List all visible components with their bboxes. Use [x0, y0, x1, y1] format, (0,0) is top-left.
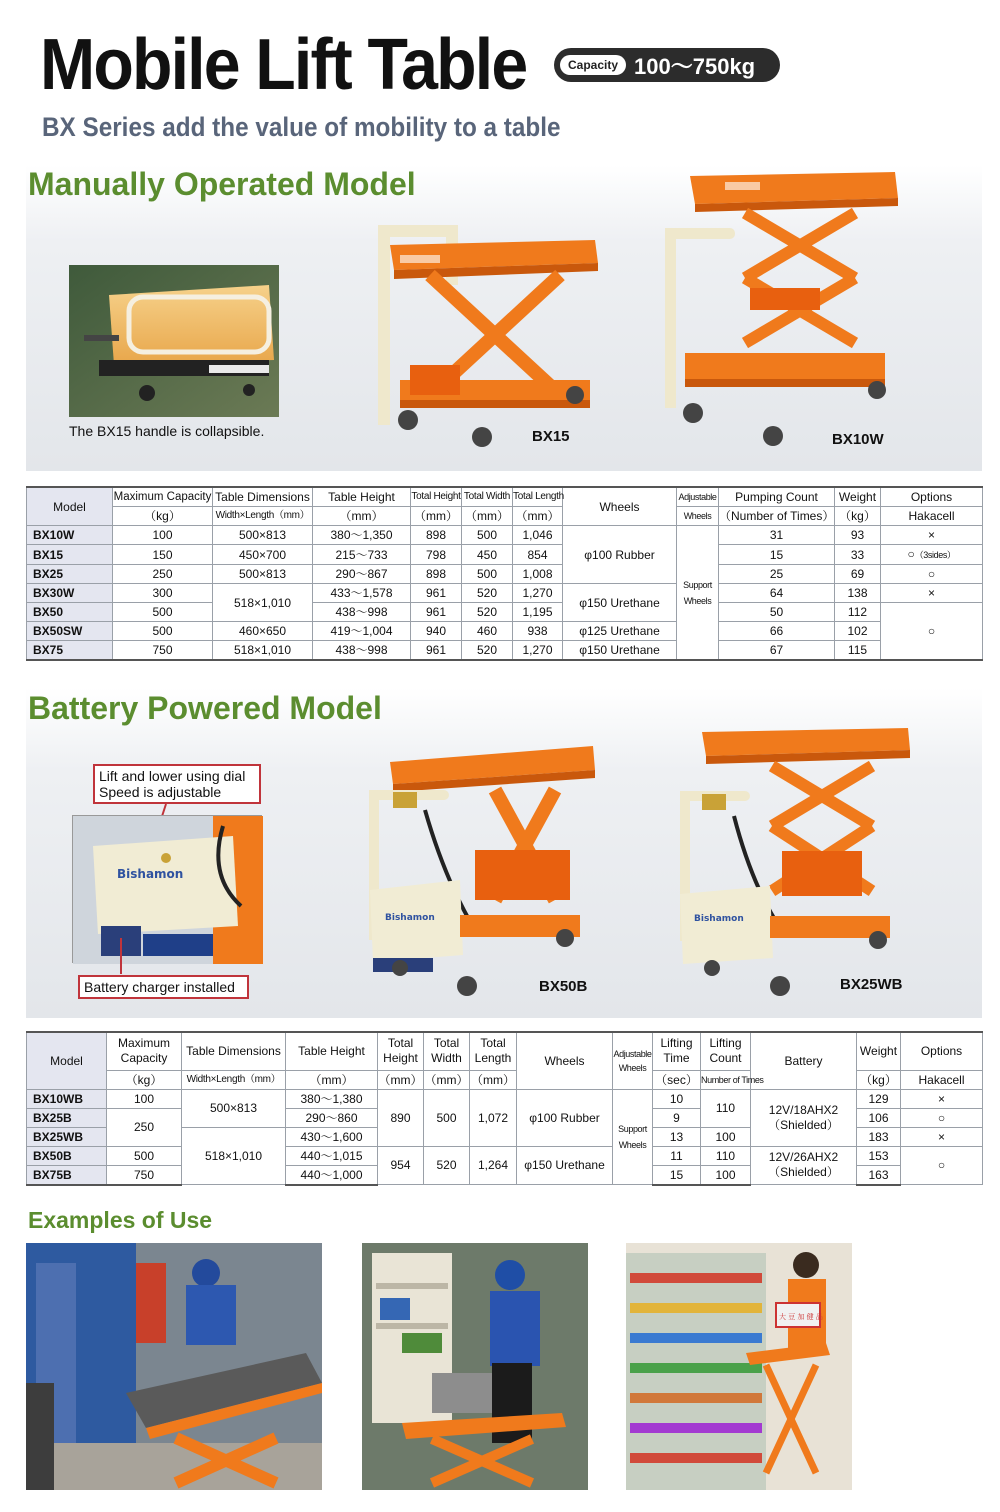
cell-lifting-count: 110 — [701, 1146, 751, 1165]
cell-dimensions-merged: 518×1,010 — [213, 584, 313, 622]
th-model: Model — [27, 487, 113, 526]
cell-capacity: 500 — [113, 622, 213, 641]
cell-weight: 138 — [835, 584, 881, 603]
cell-table-height: 290～867 — [313, 565, 411, 584]
bx10w-lift-graphic — [655, 168, 900, 456]
example-photo-supermarket — [626, 1243, 852, 1490]
th-wl-unit: Width×Length（mm） — [213, 507, 313, 526]
cell-weight: 163 — [857, 1165, 901, 1185]
cell-total-height: 940 — [411, 622, 462, 641]
th-height-unit: （mm） — [313, 507, 411, 526]
cell-total-width-top: 500 — [424, 1089, 470, 1146]
th-mm-unit-3: （mm） — [513, 507, 563, 526]
battery-spec-table — [26, 1031, 983, 1186]
cell-table-height: 438～998 — [313, 603, 411, 622]
table-row — [27, 565, 983, 584]
cell-dimensions: 450×700 — [213, 545, 313, 565]
cell-capacity: 500 — [107, 1146, 182, 1165]
cell-model: BX50SW — [27, 622, 113, 641]
th-total-length: Total Length — [470, 1032, 517, 1070]
dial-callout: Lift and lower using dial Speed is adjustable — [93, 764, 261, 804]
th-table-height: Table Height — [313, 487, 411, 507]
bx10w-model-tag: BX10W — [832, 431, 884, 448]
cell-weight: 153 — [857, 1146, 901, 1165]
bx25wb-model-tag: BX25WB — [840, 976, 903, 993]
table-row — [27, 622, 983, 641]
cell-total-length-bottom: 1,264 — [470, 1146, 517, 1185]
th-total-height: Total Height — [378, 1032, 424, 1070]
cell-lifting-time: 10 — [653, 1089, 701, 1108]
supermarket-scene-graphic — [626, 1243, 852, 1490]
cell-model: BX50B — [27, 1146, 107, 1165]
cell-lifting-count: 100 — [701, 1127, 751, 1146]
bx25wb-product-image — [672, 726, 912, 1002]
cell-capacity: 300 — [113, 584, 213, 603]
cell-model: BX30W — [27, 584, 113, 603]
cell-wheels-urethane: φ150 Urethane — [563, 584, 677, 622]
handle-caption: The BX15 handle is collapsible. — [69, 423, 265, 439]
example-photo-workshop — [362, 1243, 588, 1490]
cell-total-length: 1,270 — [513, 641, 563, 661]
brand-text: Bishamon — [117, 867, 184, 881]
bx15-lift-graphic — [370, 215, 600, 455]
manual-spec-table — [26, 486, 983, 661]
cell-capacity: 150 — [113, 545, 213, 565]
cell-capacity: 100 — [107, 1089, 182, 1108]
charger-callout: Battery charger installed — [78, 975, 249, 999]
cell-dimensions: 500×813 — [213, 526, 313, 545]
th-pumping-unit: （Number of Times） — [719, 507, 835, 526]
cell-dimensions-bottom: 518×1,010 — [182, 1127, 286, 1185]
th-kg-unit: （kg） — [107, 1070, 182, 1089]
th-weight: Weight — [857, 1032, 901, 1070]
bx50b-lift-graphic — [365, 740, 597, 1002]
cell-total-length: 1,270 — [513, 584, 563, 603]
cell-option: ○ — [901, 1108, 983, 1127]
th-table-dimensions: Table Dimensions — [182, 1032, 286, 1070]
th-battery: Battery — [751, 1032, 857, 1089]
cell-option: × — [881, 584, 983, 603]
cell-total-length: 1,195 — [513, 603, 563, 622]
cell-total-width: 520 — [462, 603, 513, 622]
cell-weight: 69 — [835, 565, 881, 584]
cell-weight: 129 — [857, 1089, 901, 1108]
cell-option — [881, 545, 983, 565]
page-subtitle: BX Series add the value of mobility to a table — [42, 112, 561, 142]
cell-capacity: 100 — [113, 526, 213, 545]
th-adjustable-wheels: Adjustable Wheels — [613, 1032, 653, 1089]
table-row — [27, 641, 983, 661]
cell-table-height: 290～860 — [286, 1108, 378, 1127]
cell-total-width: 520 — [462, 641, 513, 661]
cell-model: BX25B — [27, 1108, 107, 1127]
page-header — [0, 0, 1000, 160]
th-mm-unit-1: （mm） — [411, 507, 462, 526]
cell-option: × — [901, 1089, 983, 1108]
th-mm-unit-2: （mm） — [462, 507, 513, 526]
cell-table-height: 419～1,004 — [313, 622, 411, 641]
cell-option: ○ — [881, 565, 983, 584]
table-row — [27, 1089, 983, 1108]
cell-total-height: 961 — [411, 641, 462, 661]
cell-capacity: 750 — [107, 1165, 182, 1185]
cell-table-height: 430～1,600 — [286, 1127, 378, 1146]
bx50b-model-tag: BX50B — [539, 978, 588, 995]
option-mark: ○ — [907, 547, 915, 561]
cell-capacity: 250 — [113, 565, 213, 584]
capacity-badge — [554, 48, 780, 82]
cell-wheels: φ125 Urethane — [563, 622, 677, 641]
cell-model: BX75 — [27, 641, 113, 661]
brand-text: Bishamon — [694, 914, 744, 924]
cell-total-width: 500 — [462, 526, 513, 545]
cell-total-height: 798 — [411, 545, 462, 565]
th-weight: Weight — [835, 487, 881, 507]
capacity-range: 100～750kg — [634, 53, 756, 79]
examples-section-title: Examples of Use — [28, 1207, 213, 1233]
factory-scene-graphic — [26, 1243, 322, 1490]
cell-weight: 183 — [857, 1127, 901, 1146]
cell-model: BX25 — [27, 565, 113, 584]
th-options: Options — [881, 487, 983, 507]
cell-option: × — [901, 1127, 983, 1146]
cell-total-width-bottom: 520 — [424, 1146, 470, 1185]
capacity-label: Capacity — [560, 55, 626, 75]
cell-total-height-top: 890 — [378, 1089, 424, 1146]
cell-weight: 112 — [835, 603, 881, 622]
cell-pumping: 50 — [719, 603, 835, 622]
th-max-capacity: Maximum Capacity — [107, 1032, 182, 1070]
th-wheels: Wheels — [517, 1032, 613, 1089]
cell-lifting-time: 11 — [653, 1146, 701, 1165]
cell-total-width: 460 — [462, 622, 513, 641]
brand-text: Bishamon — [385, 913, 435, 923]
cell-battery-bottom: 12V/26AHX2（Shielded） — [751, 1146, 857, 1185]
cell-lifting-time: 13 — [653, 1127, 701, 1146]
th-max-capacity: Maximum Capacity — [113, 487, 213, 507]
cell-model: BX50 — [27, 603, 113, 622]
th-mm-unit-0: （mm） — [286, 1070, 378, 1089]
charger-callout-line — [120, 938, 122, 974]
cell-wheels-rubber: φ100 Rubber — [517, 1089, 613, 1146]
bx10w-product-image — [655, 168, 900, 456]
bx15-product-image — [370, 215, 600, 455]
cell-support-wheels: Support Wheels — [677, 526, 719, 661]
cell-table-height: 433～1,578 — [313, 584, 411, 603]
th-kg-unit: （kg） — [113, 507, 213, 526]
cell-option-merged: ○ — [881, 603, 983, 661]
cell-total-height: 898 — [411, 565, 462, 584]
cell-total-height: 898 — [411, 526, 462, 545]
cell-pumping: 31 — [719, 526, 835, 545]
th-pumping-count: Pumping Count — [719, 487, 835, 507]
cell-lifting-count: 100 — [701, 1165, 751, 1185]
cell-total-length: 1,008 — [513, 565, 563, 584]
cell-pumping: 25 — [719, 565, 835, 584]
bx15-handle-photo — [69, 265, 279, 417]
cell-battery-top: 12V/18AHX2（Shielded） — [751, 1089, 857, 1146]
option-note: （3sides） — [914, 550, 956, 560]
battery-closeup-photo — [72, 815, 262, 963]
th-lifting-time: Lifting Time — [653, 1032, 701, 1070]
cell-weight: 115 — [835, 641, 881, 661]
cell-lifting-count-top: 110 — [701, 1089, 751, 1127]
th-hakacell: Hakacell — [881, 507, 983, 526]
cell-table-height: 215～733 — [313, 545, 411, 565]
cell-capacity: 750 — [113, 641, 213, 661]
th-total-width: Total Width — [462, 487, 513, 507]
cell-total-width: 450 — [462, 545, 513, 565]
cell-dimensions-top: 500×813 — [182, 1089, 286, 1127]
cell-model: BX10W — [27, 526, 113, 545]
sign-text: 大 豆 加 健 品 — [779, 1313, 823, 1321]
cell-weight: 33 — [835, 545, 881, 565]
cell-weight: 106 — [857, 1108, 901, 1127]
cell-support-wheels: Support Wheels — [613, 1089, 653, 1185]
th-times-unit: Number of Times — [701, 1070, 751, 1089]
cell-total-length: 854 — [513, 545, 563, 565]
table-row — [27, 526, 983, 545]
manual-section-title: Manually Operated Model — [28, 166, 416, 202]
th-table-height: Table Height — [286, 1032, 378, 1070]
cell-table-height: 438～998 — [313, 641, 411, 661]
cell-dimensions: 460×650 — [213, 622, 313, 641]
th-table-dimensions: Table Dimensions — [213, 487, 313, 507]
page-title: Mobile Lift Table — [40, 25, 527, 105]
th-mm-unit-1: （mm） — [378, 1070, 424, 1089]
th-total-width: Total Width — [424, 1032, 470, 1070]
cell-pumping: 15 — [719, 545, 835, 565]
battery-closeup-graphic — [73, 816, 263, 964]
cell-weight: 102 — [835, 622, 881, 641]
th-wheels: Wheels — [563, 487, 677, 526]
cell-model: BX25WB — [27, 1127, 107, 1146]
cell-dimensions: 500×813 — [213, 565, 313, 584]
th-wl-unit: Width×Length（mm） — [182, 1070, 286, 1089]
table-row — [27, 584, 983, 603]
cell-total-height-bottom: 954 — [378, 1146, 424, 1185]
handle-photo-graphic — [69, 265, 279, 417]
cell-total-length: 938 — [513, 622, 563, 641]
th-lifting-count: Lifting Count — [701, 1032, 751, 1070]
th-hakacell: Hakacell — [901, 1070, 983, 1089]
th-mm-unit-3: （mm） — [470, 1070, 517, 1089]
cell-option-merged: ○ — [901, 1146, 983, 1185]
cell-pumping: 66 — [719, 622, 835, 641]
th-weight-unit: （kg） — [835, 507, 881, 526]
table-row — [27, 545, 983, 565]
cell-wheels: φ150 Urethane — [563, 641, 677, 661]
cell-table-height: 380～1,380 — [286, 1089, 378, 1108]
th-adjustable: Adjustable — [677, 487, 719, 507]
cell-lifting-time: 15 — [653, 1165, 701, 1185]
th-model: Model — [27, 1032, 107, 1089]
cell-total-height: 961 — [411, 584, 462, 603]
cell-table-height: 440～1,015 — [286, 1146, 378, 1165]
cell-total-width: 500 — [462, 565, 513, 584]
cell-model: BX10WB — [27, 1089, 107, 1108]
table-row — [27, 1146, 983, 1165]
cell-capacity: 500 — [113, 603, 213, 622]
th-weight-unit: （kg） — [857, 1070, 901, 1089]
th-options: Options — [901, 1032, 983, 1070]
cell-lifting-time: 9 — [653, 1108, 701, 1127]
bx25wb-lift-graphic — [672, 726, 912, 1002]
cell-table-height: 440～1,000 — [286, 1165, 378, 1185]
cell-total-length: 1,046 — [513, 526, 563, 545]
cell-pumping: 67 — [719, 641, 835, 661]
cell-model: BX15 — [27, 545, 113, 565]
battery-section-title: Battery Powered Model — [28, 690, 382, 726]
cell-dimensions: 518×1,010 — [213, 641, 313, 661]
th-total-length: Total Length — [513, 487, 563, 507]
bx15-model-tag: BX15 — [532, 428, 570, 445]
th-total-height: Total Height — [411, 487, 462, 507]
cell-total-length-top: 1,072 — [470, 1089, 517, 1146]
cell-table-height: 380～1,350 — [313, 526, 411, 545]
workshop-scene-graphic — [362, 1243, 588, 1490]
table-row — [27, 603, 983, 622]
cell-pumping: 64 — [719, 584, 835, 603]
cell-total-height: 961 — [411, 603, 462, 622]
th-sec-unit: （sec） — [653, 1070, 701, 1089]
bx50b-product-image — [365, 740, 597, 1002]
example-photo-factory — [26, 1243, 322, 1490]
cell-model: BX75B — [27, 1165, 107, 1185]
cell-weight: 93 — [835, 526, 881, 545]
cell-total-width: 520 — [462, 584, 513, 603]
cell-wheels-rubber: φ100 Rubber — [563, 526, 677, 584]
cell-capacity-merged: 250 — [107, 1108, 182, 1146]
th-adjustable-wheels: Wheels — [677, 507, 719, 526]
cell-wheels-urethane: φ150 Urethane — [517, 1146, 613, 1185]
th-mm-unit-2: （mm） — [424, 1070, 470, 1089]
cell-option: × — [881, 526, 983, 545]
